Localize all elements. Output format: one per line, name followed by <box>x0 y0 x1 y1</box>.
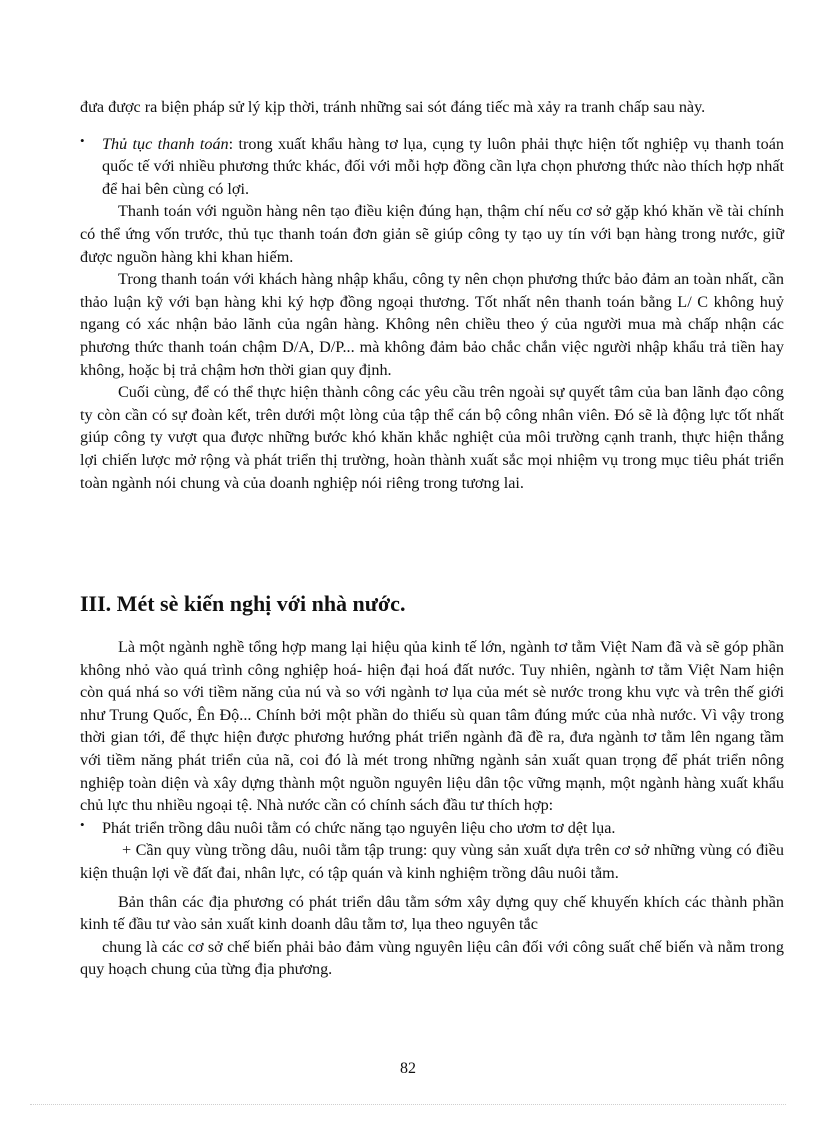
bullet-label: Thủ tục thanh toán <box>102 134 229 153</box>
bullet-body: Phát triển trồng dâu nuôi tằm có chức năng tạo nguyên liệu cho ươm tơ dệt lụa. <box>102 818 616 837</box>
bullet-item-sericulture <box>80 817 784 840</box>
bullet-item-payment <box>80 133 784 201</box>
paragraph-supplier-payment: Thanh toán với nguồn hàng nên tạo điều kiện đúng hạn, thậm chí nếu cơ sở gặp khó khăn về tài chính có thể ứng vốn trước, thủ tục thanh toán đơn giản sẽ giúp công ty tạo uy tín với bạn hàng trong nước, giữ được nguồn hàng khi khan hiếm. <box>80 202 784 266</box>
paragraph-importer-payment: Trong thanh toán với khách hàng nhập khẩu, công ty nên chọn phương thức bảo đảm an toàn nhất, cần thảo luận kỹ với bạn hàng khi ký hợp đồng ngoại thương. Tốt nhất nên thanh toán bằng L/ C không huỷ ngang có xác nhận bảo lãnh của ngân hàng. Không nên chiều theo ý của người mua mà chấp nhận các phương thức thanh toán chậm D/A, D/P... mà không đảm bảo chắc chắn việc người nhập khẩu trả tiền hay không, hoặc bị trả chậm hơn thời gian quy định. <box>80 270 784 379</box>
section-recommendations <box>80 591 784 981</box>
section-a <box>80 96 784 494</box>
paragraph-industry: Là một ngành nghề tổng hợp mang lại hiệu qủa kinh tế lớn, ngành tơ tằm Việt Nam đã và sẽ góp phần không nhỏ vào quá trình công nghiệp hoá- hiện đại hoá đất nước. Tuy nhiên, ngành tơ tằm Việt Nam hiện còn quá nhá so với tiềm năng của nú và so với ngành tơ lụa của mét sè nước trong khu vực và trên thế giới như Trung Quốc, Ên Độ... Chính bởi một phần do thiếu sù quan tâm đúng mức của nhà nước. Vì vậy trong thời gian tới, để thực hiện được phương hướng phát triển ngành đã đề ra, đưa ngành tơ tằm lên ngang tầm với tiềm năng phát triển của nã, coi đó là mét trong những ngành sản xuất quan trọng để phát triển nông nghiệp toàn diện và xây dựng thành một nguồn nguyên liệu dân tộc vững mạnh, một ngành hàng xuất khẩu chủ lực thu nhiều ngoại tệ. Nhà nước cần có chính sách đầu tư thích hợp: <box>80 638 784 815</box>
bullet-body: : trong xuất khẩu hàng tơ lụa, cụng ty luôn phải thực hiện tốt nghiệp vụ thanh toán quốc tế với nhiều phương thức khác, đối với mỗi hợp đồng cần lựa chọn phương thức nào thích hợp nhất để hai bên cùng có lợi. <box>102 134 785 198</box>
page-number: 82 <box>400 1060 416 1077</box>
bullet-paragraph <box>102 133 784 201</box>
paragraph-local-policy-cont: chung là các cơ sở chế biến phải bảo đảm vùng nguyên liệu cân đối với công suất chế biến và nằm trong quy hoạch chung của từng địa phương. <box>80 937 784 979</box>
footer-divider <box>30 1104 786 1105</box>
paragraph-local-policy: Bản thân các địa phương có phát triển dâu tằm sớm xây dựng quy chế khuyến khích các thành phần kinh tế đầu tư vào sản xuất kinh doanh dâu tằm tơ, lụa theo nguyên tắc <box>80 892 784 934</box>
section-heading: III. Mét sè kiến nghị với nhà nước. <box>80 591 406 616</box>
top-paragraph: đưa được ra biện pháp sử lý kịp thời, tránh những sai sót đáng tiếc mà xảy ra tranh chấp sau này. <box>80 98 706 116</box>
paragraph-conclusion: Cuối cùng, để có thể thực hiện thành công các yêu cầu trên ngoài sự quyết tâm của ban lãnh đạo công ty còn cần có sự đoàn kết, trên dưới một lòng của tập thể cán bộ công nhân viên. Đó sẽ là động lực tốt nhất giúp công ty vượt qua được những bước khó khăn khắc nghiệt của môi trường cạnh tranh, thực hiện thắng lợi chiến lược mở rộng và phát triển thị trường, hoàn thành xuất sắc mọi nhiệm vụ trong mục tiêu phát triển toàn ngành nói chung và của doanh nghiệp nói riêng trong tương lai. <box>80 383 784 492</box>
paragraph-zoning: + Cần quy vùng trồng dâu, nuôi tằm tập trung: quy vùng sản xuất dựa trên cơ sở những vùng có điều kiện thuận lợi về đất đai, nhân lực, có tập quán và kinh nghiệm trồng dâu nuôi tằm. <box>80 841 784 882</box>
bullet-icon: • <box>80 132 85 148</box>
bullet-icon: • <box>80 816 85 832</box>
